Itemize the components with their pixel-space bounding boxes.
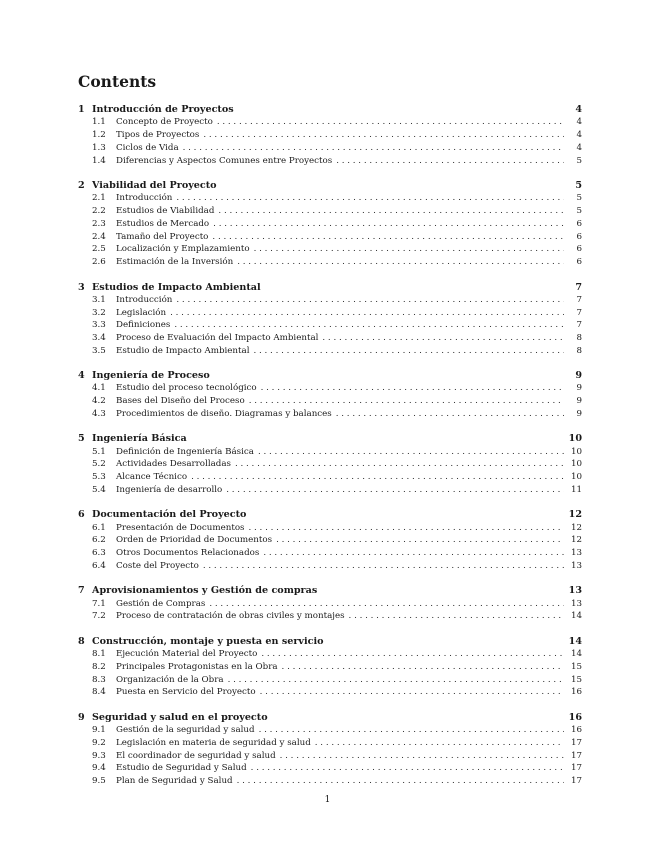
section-number: 6.4 bbox=[92, 561, 106, 572]
toc-section-entry[interactable] bbox=[78, 484, 582, 497]
section-title: Legislación bbox=[116, 307, 167, 318]
section-page-number: 6 bbox=[576, 218, 582, 229]
toc-section-entry[interactable] bbox=[78, 382, 582, 395]
section-number: 3.2 bbox=[92, 307, 106, 318]
chapter-title: Viabilidad del Proyecto bbox=[92, 179, 217, 191]
chapter-page-number: 13 bbox=[568, 585, 582, 597]
section-number: 2.6 bbox=[92, 257, 106, 268]
dot-leader bbox=[203, 129, 564, 142]
chapter-number: 6 bbox=[78, 509, 85, 521]
section-title: Legislación en materia de seguridad y salud bbox=[116, 737, 311, 748]
toc-section-entry[interactable] bbox=[78, 560, 582, 573]
section-title: Introducción bbox=[116, 294, 173, 305]
section-number: 5.4 bbox=[92, 485, 106, 496]
section-page-number: 9 bbox=[576, 409, 582, 420]
dot-leader bbox=[258, 446, 564, 459]
section-title: Organización de la Obra bbox=[116, 674, 224, 685]
toc-section-entry[interactable] bbox=[78, 395, 582, 408]
section-number: 9.1 bbox=[92, 724, 106, 735]
toc-section-entry[interactable] bbox=[78, 724, 582, 737]
dot-leader bbox=[276, 534, 564, 547]
section-title: Introducción bbox=[116, 193, 173, 204]
section-number: 2.1 bbox=[92, 193, 106, 204]
section-page-number: 16 bbox=[570, 724, 582, 735]
section-number: 5.3 bbox=[92, 472, 106, 483]
chapter-page-number: 9 bbox=[575, 370, 582, 382]
dot-leader bbox=[212, 231, 564, 244]
section-number: 2.5 bbox=[92, 244, 106, 255]
section-number: 6.3 bbox=[92, 548, 106, 559]
section-page-number: 6 bbox=[576, 244, 582, 255]
section-number: 3.4 bbox=[92, 333, 106, 344]
section-page-number: 10 bbox=[570, 459, 582, 470]
section-page-number: 16 bbox=[570, 687, 582, 698]
toc-section-entry[interactable] bbox=[78, 256, 582, 269]
section-title: Ciclos de Vida bbox=[116, 142, 179, 153]
section-number: 9.4 bbox=[92, 763, 106, 774]
section-page-number: 14 bbox=[570, 611, 582, 622]
toc-chapter bbox=[78, 369, 582, 421]
dot-leader bbox=[261, 382, 564, 395]
chapter-title: Aprovisionamientos y Gestión de compras bbox=[92, 585, 318, 597]
chapter-number: 8 bbox=[78, 635, 85, 647]
chapter-number: 1 bbox=[78, 104, 85, 115]
toc-chapter bbox=[78, 432, 582, 496]
section-page-number: 15 bbox=[570, 674, 582, 685]
section-page-number: 13 bbox=[570, 598, 582, 609]
chapter-title: Construcción, montaje y puesta en servicio bbox=[92, 635, 324, 647]
toc-section-entry[interactable] bbox=[78, 522, 582, 535]
section-page-number: 12 bbox=[570, 522, 582, 533]
section-title: Plan de Seguridad y Salud bbox=[116, 776, 233, 787]
section-number: 1.3 bbox=[92, 142, 106, 153]
toc-section-entry[interactable] bbox=[78, 231, 582, 244]
dot-leader bbox=[176, 294, 564, 307]
section-title: Proceso de contratación de obras civiles y montajes bbox=[116, 611, 345, 622]
toc-section-entry[interactable] bbox=[78, 674, 582, 687]
dot-leader bbox=[251, 762, 564, 775]
section-number: 6.2 bbox=[92, 535, 106, 546]
chapter-number: 4 bbox=[78, 370, 85, 382]
section-page-number: 17 bbox=[570, 737, 582, 748]
toc-chapter-entry[interactable] bbox=[78, 508, 582, 521]
toc-section-entry[interactable] bbox=[78, 471, 582, 484]
toc-chapter bbox=[78, 508, 582, 572]
section-title: Coste del Proyecto bbox=[116, 561, 199, 572]
section-number: 2.4 bbox=[92, 231, 106, 242]
section-title: Definición de Ingeniería Básica bbox=[116, 446, 254, 457]
section-number: 5.2 bbox=[92, 459, 106, 470]
page-number: 1 bbox=[324, 795, 331, 805]
toc-body bbox=[78, 103, 582, 788]
toc-section-entry[interactable] bbox=[78, 116, 582, 129]
section-page-number: 6 bbox=[576, 231, 582, 242]
section-title: Concepto de Proyecto bbox=[116, 117, 213, 128]
section-title: Presentación de Documentos bbox=[116, 522, 245, 533]
section-number: 7.1 bbox=[92, 598, 106, 609]
dot-leader bbox=[336, 155, 564, 168]
section-number: 4.3 bbox=[92, 409, 106, 420]
section-title: Diferencias y Aspectos Comunes entre Proyectos bbox=[116, 155, 333, 166]
toc-section-entry[interactable] bbox=[78, 129, 582, 142]
toc-chapter-entry[interactable] bbox=[78, 369, 582, 382]
dot-leader bbox=[237, 775, 564, 788]
section-title: Otros Documentos Relacionados bbox=[116, 548, 260, 559]
section-title: Bases del Diseño del Proceso bbox=[116, 396, 245, 407]
dot-leader bbox=[176, 192, 564, 205]
dot-leader bbox=[322, 332, 564, 345]
dot-leader bbox=[260, 686, 564, 699]
toc-chapter bbox=[78, 103, 582, 167]
section-number: 8.3 bbox=[92, 674, 106, 685]
toc-section-entry[interactable] bbox=[78, 155, 582, 168]
section-page-number: 9 bbox=[576, 396, 582, 407]
dot-leader bbox=[263, 547, 564, 560]
toc-chapter-entry[interactable] bbox=[78, 584, 582, 597]
toc-section-entry[interactable] bbox=[78, 598, 582, 611]
section-page-number: 8 bbox=[576, 345, 582, 356]
chapter-page-number: 5 bbox=[575, 179, 582, 191]
dot-leader bbox=[261, 648, 564, 661]
section-title: Actividades Desarrolladas bbox=[116, 459, 231, 470]
section-number: 9.3 bbox=[92, 750, 106, 761]
chapter-number: 3 bbox=[78, 281, 85, 293]
section-page-number: 15 bbox=[570, 661, 582, 672]
dot-leader bbox=[226, 484, 564, 497]
chapter-number: 9 bbox=[78, 711, 85, 723]
section-number: 1.2 bbox=[92, 129, 106, 140]
chapter-page-number: 12 bbox=[568, 509, 582, 521]
section-page-number: 13 bbox=[570, 561, 582, 572]
section-page-number: 17 bbox=[570, 763, 582, 774]
toc-section-entry[interactable] bbox=[78, 661, 582, 674]
section-title: Tamaño del Proyecto bbox=[116, 231, 209, 242]
toc-chapter-entry[interactable] bbox=[78, 179, 582, 192]
section-number: 3.5 bbox=[92, 345, 106, 356]
section-title: Proceso de Evaluación del Impacto Ambiental bbox=[116, 333, 319, 344]
section-number: 3.3 bbox=[92, 320, 106, 331]
dot-leader bbox=[249, 395, 564, 408]
section-title: Alcance Técnico bbox=[116, 472, 188, 483]
toc-section-entry[interactable] bbox=[78, 307, 582, 320]
toc-section-entry[interactable] bbox=[78, 750, 582, 763]
section-page-number: 17 bbox=[570, 750, 582, 761]
section-number: 6.1 bbox=[92, 522, 106, 533]
section-title: Definiciones bbox=[116, 320, 171, 331]
section-page-number: 5 bbox=[576, 155, 582, 166]
section-page-number: 13 bbox=[570, 548, 582, 559]
section-number: 1.4 bbox=[92, 155, 106, 166]
section-page-number: 4 bbox=[576, 129, 582, 140]
section-title: Estudios de Viabilidad bbox=[116, 205, 215, 216]
section-number: 8.1 bbox=[92, 648, 106, 659]
toc-section-entry[interactable] bbox=[78, 205, 582, 218]
toc-section-entry[interactable] bbox=[78, 446, 582, 459]
toc-chapter-entry[interactable] bbox=[78, 711, 582, 724]
section-title: Puesta en Servicio del Proyecto bbox=[116, 687, 256, 698]
section-number: 8.2 bbox=[92, 661, 106, 672]
section-title: Procedimientos de diseño. Diagramas y balances bbox=[116, 409, 332, 420]
dot-leader bbox=[228, 674, 564, 687]
toc-section-entry[interactable] bbox=[78, 762, 582, 775]
section-page-number: 5 bbox=[576, 205, 582, 216]
toc-chapter-entry[interactable] bbox=[78, 281, 582, 294]
dot-leader bbox=[213, 218, 564, 231]
chapter-title: Introducción de Proyectos bbox=[92, 104, 234, 115]
section-number: 7.2 bbox=[92, 611, 106, 622]
section-page-number: 10 bbox=[570, 472, 582, 483]
chapter-page-number: 16 bbox=[568, 711, 582, 723]
toc-section-entry[interactable] bbox=[78, 408, 582, 421]
dot-leader bbox=[237, 256, 564, 269]
toc-section-entry[interactable] bbox=[78, 775, 582, 788]
chapter-page-number: 14 bbox=[568, 635, 582, 647]
section-page-number: 7 bbox=[576, 294, 582, 305]
section-number: 5.1 bbox=[92, 446, 106, 457]
toc-chapter-entry[interactable] bbox=[78, 432, 582, 445]
section-number: 2.2 bbox=[92, 205, 106, 216]
section-title: Ingeniería de desarrollo bbox=[116, 485, 223, 496]
section-title: Localización y Emplazamiento bbox=[116, 244, 250, 255]
chapter-page-number: 10 bbox=[568, 433, 582, 445]
section-page-number: 8 bbox=[576, 333, 582, 344]
section-page-number: 14 bbox=[570, 648, 582, 659]
section-number: 1.1 bbox=[92, 117, 106, 128]
chapter-number: 7 bbox=[78, 585, 85, 597]
dot-leader bbox=[217, 116, 564, 129]
toc-chapter bbox=[78, 635, 582, 699]
table-of-contents bbox=[78, 73, 582, 800]
section-number: 8.4 bbox=[92, 687, 106, 698]
toc-chapter-entry[interactable] bbox=[78, 103, 582, 116]
dot-leader bbox=[282, 661, 564, 674]
section-title: Orden de Prioridad de Documentos bbox=[116, 535, 273, 546]
section-number: 4.1 bbox=[92, 383, 106, 394]
toc-chapter bbox=[78, 584, 582, 623]
section-page-number: 7 bbox=[576, 320, 582, 331]
toc-section-entry[interactable] bbox=[78, 142, 582, 155]
section-number: 9.2 bbox=[92, 737, 106, 748]
toc-section-entry[interactable] bbox=[78, 243, 582, 256]
section-page-number: 10 bbox=[570, 446, 582, 457]
dot-leader bbox=[249, 522, 564, 535]
toc-section-entry[interactable] bbox=[78, 294, 582, 307]
toc-chapter-entry[interactable] bbox=[78, 635, 582, 648]
dot-leader bbox=[315, 737, 564, 750]
dot-leader bbox=[259, 724, 564, 737]
section-number: 9.5 bbox=[92, 776, 106, 787]
section-title: Gestión de la seguridad y salud bbox=[116, 724, 255, 735]
dot-leader bbox=[203, 560, 564, 573]
toc-chapter bbox=[78, 179, 582, 269]
dot-leader bbox=[235, 458, 564, 471]
section-title: El coordinador de seguridad y salud bbox=[116, 750, 276, 761]
toc-chapter bbox=[78, 711, 582, 788]
dot-leader bbox=[254, 243, 564, 256]
toc-heading: Contents bbox=[78, 72, 157, 91]
section-title: Estudio de Impacto Ambiental bbox=[116, 345, 250, 356]
toc-chapter bbox=[78, 281, 582, 358]
dot-leader bbox=[170, 307, 564, 320]
toc-section-entry[interactable] bbox=[78, 192, 582, 205]
chapter-title: Documentación del Proyecto bbox=[92, 509, 247, 521]
section-page-number: 11 bbox=[570, 485, 582, 496]
section-page-number: 5 bbox=[576, 193, 582, 204]
dot-leader bbox=[191, 471, 564, 484]
dot-leader bbox=[218, 205, 564, 218]
section-page-number: 12 bbox=[570, 535, 582, 546]
section-page-number: 17 bbox=[570, 776, 582, 787]
dot-leader bbox=[336, 408, 564, 421]
dot-leader bbox=[280, 750, 564, 763]
section-title: Principales Protagonistas en la Obra bbox=[116, 661, 278, 672]
chapter-page-number: 4 bbox=[575, 104, 582, 115]
dot-leader bbox=[209, 598, 564, 611]
toc-section-entry[interactable] bbox=[78, 547, 582, 560]
section-title: Estudios de Mercado bbox=[116, 218, 210, 229]
section-number: 4.2 bbox=[92, 396, 106, 407]
toc-section-entry[interactable] bbox=[78, 332, 582, 345]
section-page-number: 9 bbox=[576, 383, 582, 394]
section-title: Estudio de Seguridad y Salud bbox=[116, 763, 247, 774]
dot-leader bbox=[183, 142, 564, 155]
chapter-number: 5 bbox=[78, 433, 85, 445]
chapter-title: Seguridad y salud en el proyecto bbox=[92, 711, 268, 723]
toc-section-entry[interactable] bbox=[78, 534, 582, 547]
toc-section-entry[interactable] bbox=[78, 345, 582, 358]
dot-leader bbox=[253, 345, 564, 358]
toc-section-entry[interactable] bbox=[78, 737, 582, 750]
dot-leader bbox=[349, 610, 564, 623]
section-page-number: 7 bbox=[576, 307, 582, 318]
chapter-title: Estudios de Impacto Ambiental bbox=[92, 281, 261, 293]
section-page-number: 6 bbox=[576, 257, 582, 268]
dot-leader bbox=[174, 319, 564, 332]
section-page-number: 4 bbox=[576, 142, 582, 153]
section-title: Estudio del proceso tecnológico bbox=[116, 383, 257, 394]
chapter-number: 2 bbox=[78, 179, 85, 191]
section-number: 3.1 bbox=[92, 294, 106, 305]
chapter-page-number: 7 bbox=[575, 281, 582, 293]
section-title: Tipos de Proyectos bbox=[116, 129, 200, 140]
section-title: Gestión de Compras bbox=[116, 598, 206, 609]
section-page-number: 4 bbox=[576, 117, 582, 128]
toc-section-entry[interactable] bbox=[78, 648, 582, 661]
toc-section-entry[interactable] bbox=[78, 686, 582, 699]
chapter-title: Ingeniería de Proceso bbox=[92, 370, 210, 382]
section-title: Ejecución Material del Proyecto bbox=[116, 648, 258, 659]
toc-section-entry[interactable] bbox=[78, 458, 582, 471]
section-title: Estimación de la Inversión bbox=[116, 257, 234, 268]
chapter-title: Ingeniería Básica bbox=[92, 433, 187, 445]
toc-section-entry[interactable] bbox=[78, 218, 582, 231]
section-number: 2.3 bbox=[92, 218, 106, 229]
toc-section-entry[interactable] bbox=[78, 610, 582, 623]
toc-section-entry[interactable] bbox=[78, 319, 582, 332]
